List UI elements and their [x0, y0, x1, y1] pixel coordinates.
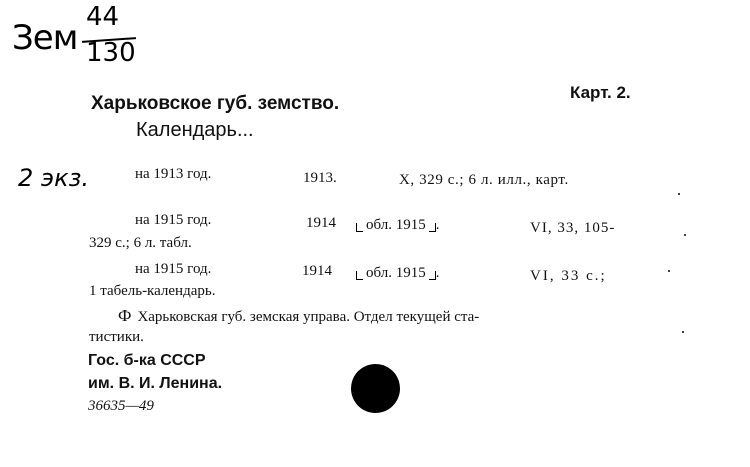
- speck: [668, 270, 670, 272]
- entry-2-cover: обл. 1915 .: [356, 217, 440, 234]
- entry-1-extent: X, 329 с.; 6 л. илл., карт.: [399, 172, 569, 188]
- entry-2-cover-text: обл. 1915: [366, 217, 426, 233]
- added-entry-line-2: тистики.: [89, 329, 144, 345]
- speck: [684, 234, 686, 236]
- punch-hole: [351, 364, 400, 413]
- entry-1-pubyear: 1913.: [303, 170, 337, 186]
- entry-3-cover-text: обл. 1915: [366, 265, 426, 281]
- crossed-mark-icon: Ф: [118, 306, 132, 325]
- entry-3-year: на 1915 год.: [135, 261, 212, 277]
- speck: [678, 193, 680, 195]
- call-number-denominator: 130: [86, 38, 136, 68]
- call-number-numerator: 44: [86, 2, 120, 32]
- heading: Харьковское губ. земство.: [91, 93, 340, 114]
- entry-3-pubyear: 1914: [302, 263, 332, 279]
- library-name-line-2: им. В. И. Ленина.: [88, 375, 223, 392]
- entry-2-year: на 1915 год.: [135, 212, 212, 228]
- entry-3-extent-cont: 1 табель-календарь.: [89, 283, 216, 299]
- entry-2-extent: VI, 33, 105-: [530, 220, 616, 236]
- added-entry-text: Харьковская губ. земская управа. Отдел текущей ста-: [137, 309, 480, 325]
- call-number-prefix: Зем: [12, 18, 78, 58]
- card-number: Карт. 2.: [570, 83, 631, 102]
- entry-3-extent: VI, 33 с.;: [530, 268, 607, 284]
- subtitle: Календарь...: [136, 119, 254, 141]
- entry-2-extent-cont: 329 с.; 6 л. табл.: [89, 235, 192, 251]
- library-accession-number: 36635—49: [88, 398, 154, 414]
- entry-1-year: на 1913 год.: [135, 166, 212, 182]
- copies-handwritten-note: 2 экз.: [18, 164, 89, 192]
- entry-2-pubyear: 1914: [306, 215, 336, 231]
- speck: [682, 331, 684, 333]
- entry-3-cover: обл. 1915 .: [356, 265, 440, 282]
- library-name-line-1: Гос. б-ка СССР: [88, 352, 206, 369]
- added-entry-line-1: [118, 306, 479, 326]
